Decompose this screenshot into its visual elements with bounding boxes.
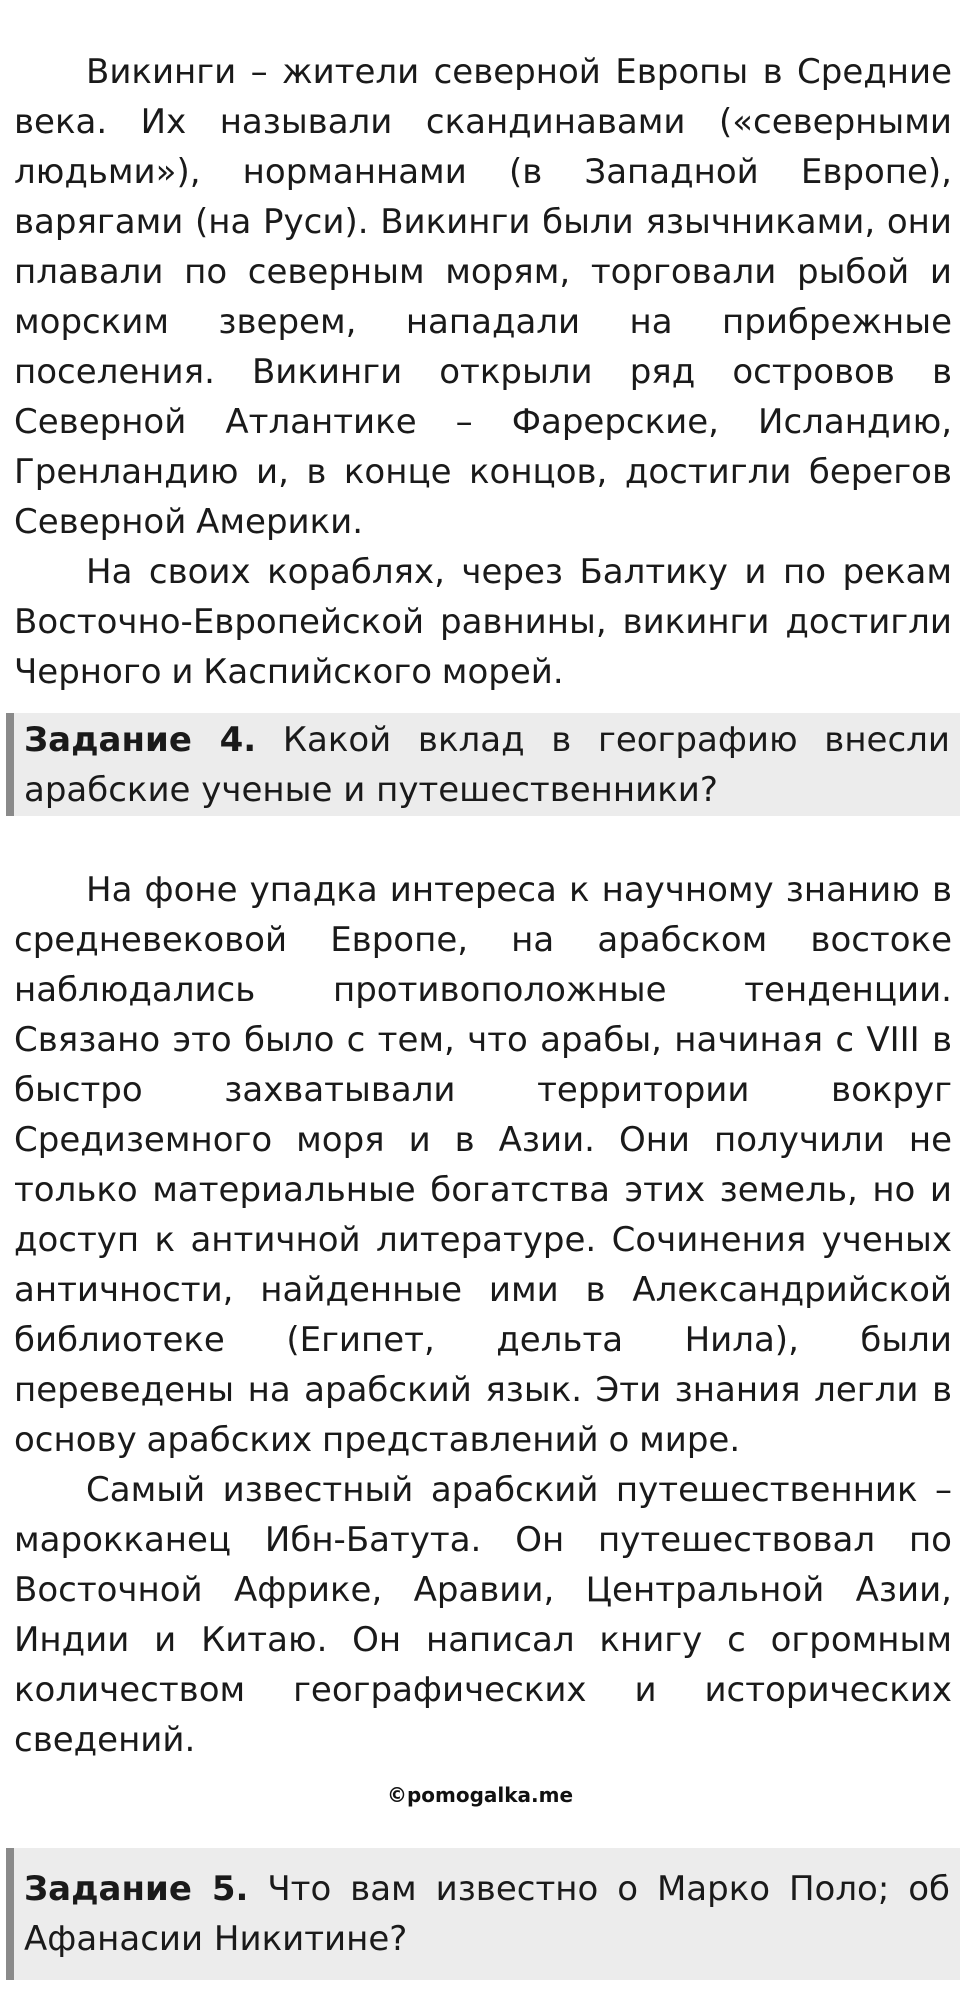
task-4-block (6, 713, 960, 816)
task-5-question: Что вам известно о Марко Поло; об Афанасии Никитине? (24, 1869, 950, 1959)
task-4-label: Задание 4. (24, 720, 257, 760)
task-5-block (6, 1848, 960, 1980)
paragraph-arab-science: На фоне упадка интереса к научному знанию в средневековой Европе, на арабском востоке наблюдались противоположные тенденции. Связано это было с тем, что арабы, начиная с VIII в быстро захватывали территории вокруг Средиземного моря и в Азии. Они получили не только материальные богатства этих земель, но и доступ к античной литературе. Сочинения ученых античности, найденные ими в Александрийской библиотеке (Египет, дельта Нила), были переведены на арабский язык. Эти знания легли в основу арабских представлений о мире. (14, 870, 952, 1460)
paragraph-ibn-battuta: Самый известный арабский путешественник – марокканец Ибн-Батута. Он путешествовал по Восточной Африке, Аравии, Центральной Азии, Индии и Китаю. Он написал книгу с огромным количеством географических и исторических сведений. (14, 1470, 952, 1760)
task-4-question: Какой вклад в географию внесли арабские ученые и путешественники? (24, 720, 950, 810)
paragraph-vikings-routes: На своих кораблях, через Балтику и по рекам Восточно-Европейской равнины, викинги достигли Черного и Каспийского морей. (14, 552, 952, 692)
watermark-text: ©pomogalka.me (386, 1783, 574, 1807)
task-5-label: Задание 5. (24, 1869, 249, 1909)
paragraph-vikings: Викинги – жители северной Европы в Средние века. Их называли скандинавами («северными людьми»), норманнами (в Западной Европе), варягами (на Руси). Викинги были язычниками, они плавали по северным морям, торговали рыбой и морским зверем, нападали на прибрежные поселения. Викинги открыли ряд островов в Северной Атлантике – Фарерские, Исландию, Гренландию и, в конце концов, достигли берегов Северной Америки. (14, 52, 952, 542)
